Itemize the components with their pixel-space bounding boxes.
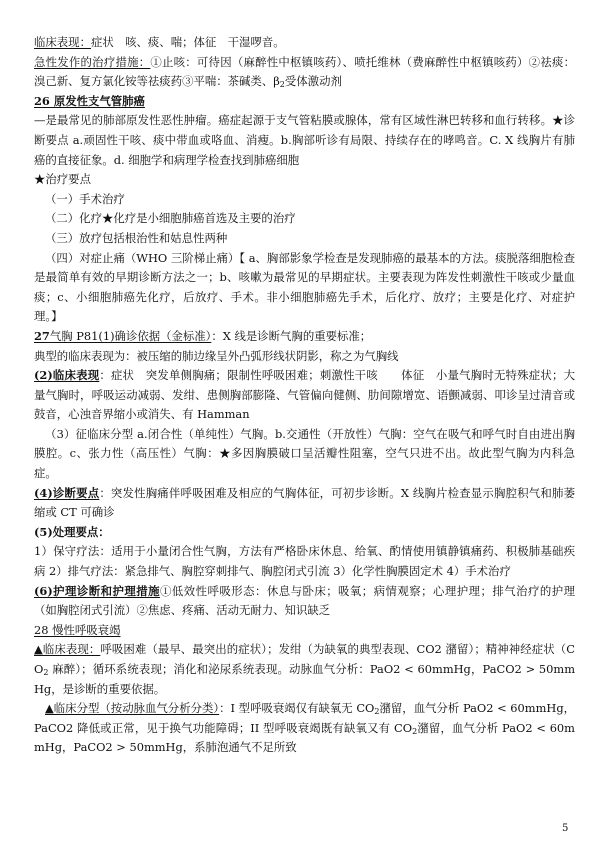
- page-content: [34, 33, 575, 758]
- treatment-item-2: （二）化疗★化疗是小细胞肺癌首选及主要的治疗: [45, 211, 296, 226]
- clinical-manifestation-label: 临床表现：: [34, 35, 91, 49]
- section-27-title: 气胸 P81(1)确诊依据（金标准）: [49, 328, 212, 343]
- section-27-clinical-text: ：症状 突发单侧胸痛；限制性呼吸困难；刺激性干咳 体征 小量气胸时无特殊症状；大量气胸时，呼吸运动减弱、发绀、患侧胸部膨隆、气管偏向健侧、肋间隙增宽、语颤减弱、叩诊呈过清音或鼓音，心浊音界缩小或消失、有 Hamman: [34, 368, 575, 422]
- section-27-types-paragraph: （3）征临床分型 a.闭合性（单纯性）气胸。b.交通性（开放性）气胸：空气在吸气和呼气时自由进出胸膜腔。c、张力性（高压性）气胸：★多因胸膜破口呈活瓣性阻塞，空气只进不出。故此型气胸为内科急症。: [34, 426, 575, 481]
- section-28-types-text-3: 潴留，血气分析 PaO2 < 60mmHg，PaCO2 > 50mmHg，系肺泡通气不足所致: [34, 720, 575, 755]
- page-number: 5: [562, 823, 569, 834]
- section-28-types-text-1: ：I 型呼吸衰竭仅有缺氧无 CO: [219, 701, 375, 716]
- section-28-types-paragraph: [34, 699, 575, 758]
- section-27-typical-line: 典型的临床表现为：被压缩的肺边缘呈外凸弧形线状阴影，称之为气胸线: [34, 348, 399, 363]
- acute-treatment-text: ①止咳：可待因（麻醉性中枢镇咳药）、喷托维林（费麻醉性中枢镇咳药）②祛痰：溴己新、复方氯化铵等祛痰药③平喘：茶碱类、β: [34, 54, 575, 89]
- section-28-types-label: ▲临床分型（按动脉血气分析分类）: [45, 701, 220, 716]
- clinical-manifestation-line: [34, 33, 575, 53]
- section-27-nursing-paragraph: [34, 582, 575, 621]
- section-27-treatment-paragraph: 1）保守疗法：适用于小量闭合性气胸，方法有严格卧床休息、给氧、酌情使用镇静镇痛药、积极肺基础疾病 2）排气疗法：紧急排气、胸腔穿刺排气、胸腔闭式引流 3）化学性胸膜固定术 4）手术治疗: [34, 544, 575, 579]
- section-27-number: 27: [34, 328, 50, 343]
- section-26-paragraph: —是最常见的肺部原发性恶性肿瘤。癌症起源于支气管粘膜或腺体，常有区域性淋巴转移和血行转移。★诊断要点 a.顽固性干咳、痰中带血或咯血、消瘦。b.胸部听诊有局限、持续存在的哮鸣音。C. X 线胸片有肺癌的直接征象。d. 细胞学和病理学检查找到肺癌细胞: [34, 113, 575, 167]
- treatment-item-1: （一）手术治疗: [45, 191, 125, 206]
- section-27-treatment-heading: (5)处理要点：: [34, 524, 110, 539]
- section-28-clinical-tail: 麻醉）；循环系统表现；消化和泌尿系统表现。动脉血气分析：PaO2 < 60mmHg，PaCO2 > 50mmHg，是诊断的重要依据。: [34, 662, 575, 696]
- section-27-nursing-label: (6)护理诊断和护理措施: [34, 583, 161, 598]
- section-27-heading: [34, 327, 575, 347]
- treatment-item-3: （三）放疗包括根治性和姑息性两种: [45, 230, 228, 245]
- section-26-heading: [34, 92, 575, 112]
- section-27-title-tail: ：X 线是诊断气胸的重要标准；: [211, 328, 372, 343]
- section-28-title: 28 慢性呼吸衰竭: [34, 622, 121, 637]
- section-28-clinical-text: 呼吸困难（最早、最突出的症状）；发绀（为缺氧的典型表现、CO2 潴留）；精神神经症状（CO: [34, 642, 575, 676]
- co2-subscript: 2: [43, 668, 49, 677]
- section-27-diagnosis-label: (4)诊断要点: [34, 485, 100, 500]
- acute-treatment-tail: 受体激动剂: [284, 74, 342, 89]
- clinical-manifestation-text: 症状 咳、痰、喘；体征 干湿啰音。: [90, 35, 285, 49]
- treatment-item-4: （四）对症止痛（WHO 三阶梯止痛）【 a、胸部影象学检查是发现肺癌的最基本的方法。痰脱落细胞检查是最简单有效的早期诊断方法之一；b、咳嗽为最常见的早期症状。主要表现为阵发性刺激性干咳或少量血痰；c、小细胞肺癌先化疗，后放疗、手术。非小细胞肺癌先手术，后化疗、放疗；主要是化疗、对症护理。】: [34, 250, 575, 324]
- section-28-clinical-paragraph: [34, 640, 575, 699]
- acute-treatment-paragraph: [34, 53, 575, 92]
- section-27-clinical-label: (2)临床表现: [34, 368, 100, 383]
- section-26-title: 26 原发性支气管肺癌: [34, 93, 145, 108]
- treatment-points-heading: ★治疗要点: [34, 172, 91, 187]
- beta-subscript: 2: [279, 80, 285, 90]
- acute-treatment-label: 急性发作的治疗措施：: [34, 54, 151, 69]
- section-28-clinical-label: ▲临床表现：: [34, 642, 101, 657]
- section-27-diagnosis-paragraph: [34, 484, 575, 523]
- section-28-types-text-2: 潴留，血气分析 PaO2 < 60mmHg，PaCO2 降低或正常，见于换气功能障碍；II 型呼吸衰竭既有缺氧又有 CO: [34, 701, 576, 735]
- section-27-nursing-text: ①低效性呼吸形态：休息与卧床；吸氧；病情观察；心理护理；排气治疗的护理（如胸腔闭式引流）②焦虑、疼痛、活动无耐力、知识缺乏: [34, 583, 575, 618]
- section-28-heading: [34, 621, 575, 641]
- co2-subscript-1: 2: [374, 707, 380, 717]
- co2-subscript-2: 2: [412, 726, 418, 736]
- section-27-diagnosis-text: ：突发性胸痛伴呼吸困难及相应的气胸体征，可初步诊断。X 线胸片检查显示胸腔积气和肺萎缩或 CT 可确诊: [34, 485, 575, 520]
- section-27-clinical-paragraph: [34, 366, 575, 425]
